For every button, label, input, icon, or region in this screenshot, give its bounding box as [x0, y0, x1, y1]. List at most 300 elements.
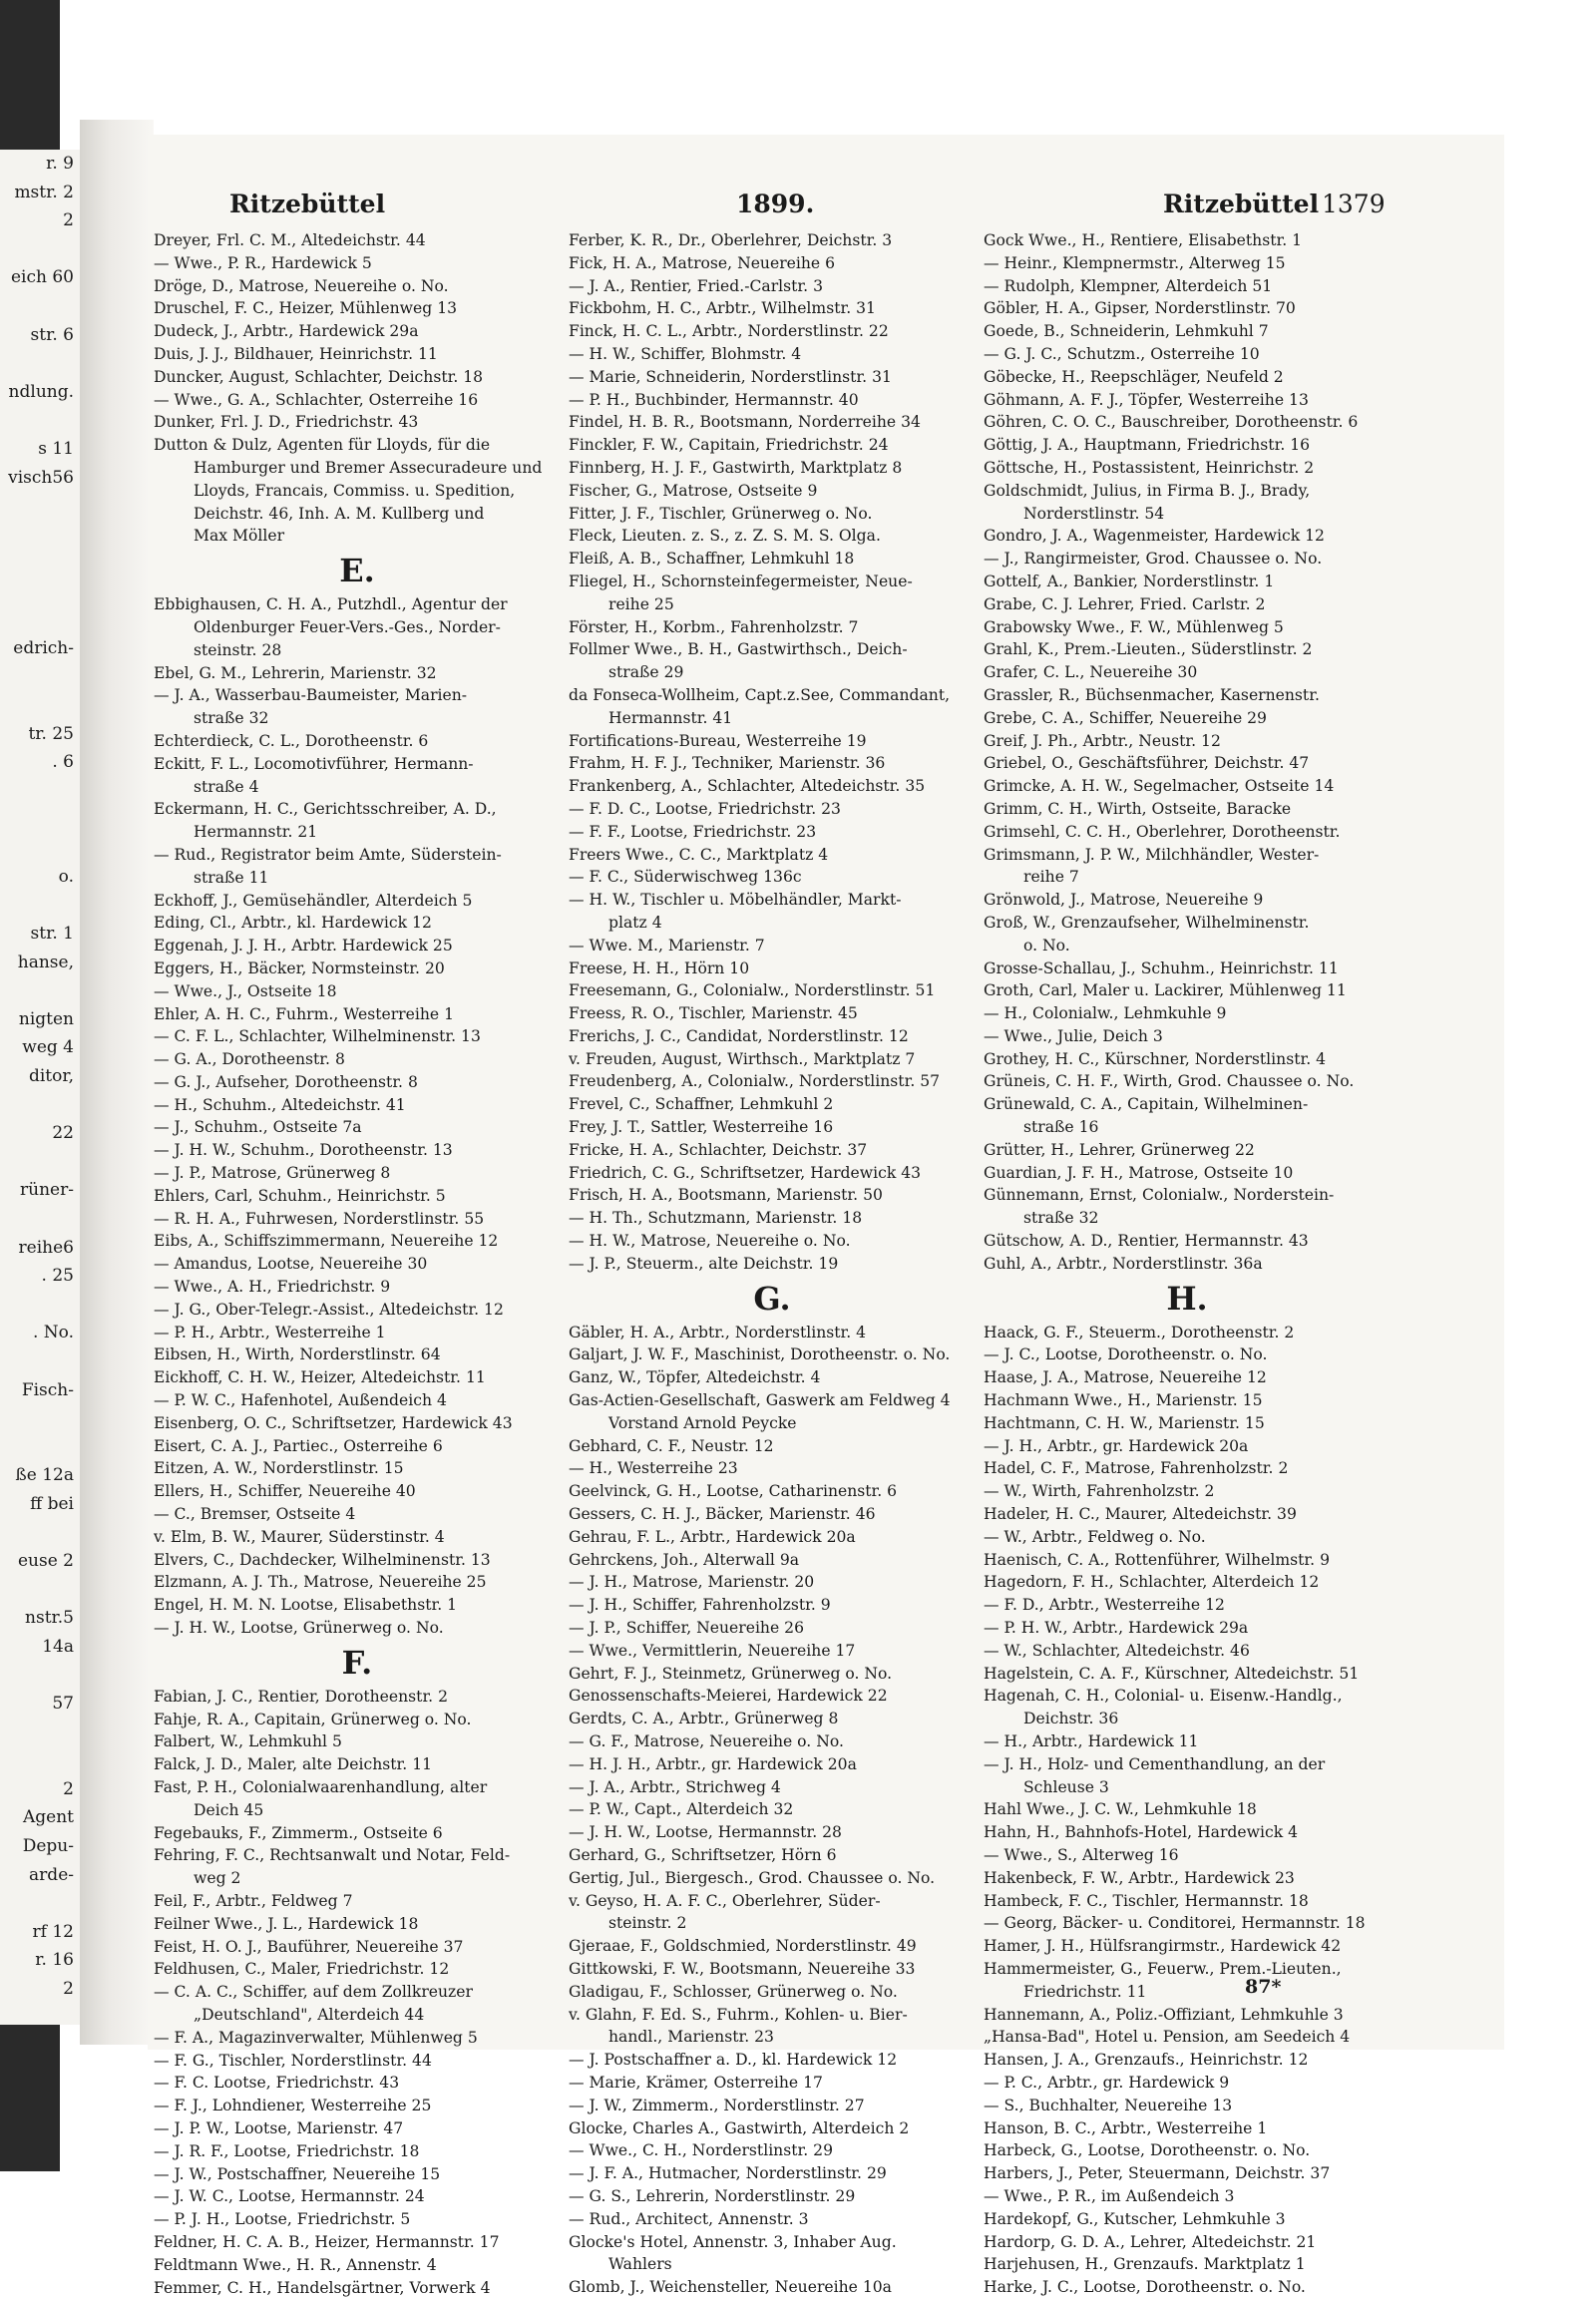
- directory-entry: straße 16: [1023, 1118, 1099, 1137]
- directory-entry: — J. H. W., Schuhm., Dorotheenstr. 13: [154, 1141, 453, 1160]
- facing-page-text: [0, 1148, 80, 1177]
- directory-entry: — J. A., Wasserbau-Baumeister, Marien-: [154, 686, 468, 705]
- directory-entry: — C., Bremser, Ostseite 4: [154, 1505, 356, 1524]
- directory-entry: — Wwe., Julie, Deich 3: [984, 1026, 1163, 1045]
- directory-entry: — C. F. L., Schlachter, Wilhelminenstr. 13: [154, 1027, 481, 1046]
- directory-entry: Findel, H. B. R., Bootsmann, Norderreihe 34: [569, 413, 921, 432]
- directory-entry: Dröge, D., Matrose, Neuereihe o. No.: [154, 276, 449, 295]
- directory-entry: — H., Arbtr., Hardewick 11: [984, 1732, 1199, 1750]
- directory-entry: Ebbighausen, C. H. A., Putzhdl., Agentur der: [154, 595, 508, 614]
- directory-entry: Grabe, C. J. Lehrer, Fried. Carlstr. 2: [984, 594, 1266, 613]
- directory-entry: Gehrt, F. J., Steinmetz, Grünerweg o. No.: [569, 1664, 893, 1683]
- directory-entry: Feldtmann Wwe., H. R., Annenstr. 4: [154, 2255, 437, 2274]
- directory-entry: — P. H., Arbtr., Westerreihe 1: [154, 1323, 386, 1341]
- directory-entry: Greif, J. Ph., Arbtr., Neustr. 12: [984, 731, 1221, 750]
- facing-page-text: str. 6: [30, 324, 74, 345]
- directory-entry: Dutton & Dulz, Agenten für Lloyds, für die: [154, 436, 491, 455]
- facing-page-text: [0, 1889, 80, 1918]
- directory-entry: Falck, J. D., Maler, alte Deichstr. 11: [154, 1755, 433, 1774]
- directory-entry: Feil, F., Arbtr., Feldweg 7: [154, 1891, 353, 1910]
- directory-entry: Schleuse 3: [1023, 1777, 1109, 1796]
- facing-page-text: [0, 1661, 80, 1690]
- directory-entry: Glocke, Charles A., Gastwirth, Alterdeich 2: [569, 2118, 910, 2137]
- directory-entry: — Wwe., G. A., Schlachter, Osterreihe 16: [154, 390, 479, 409]
- directory-entry: — J. H., Schiffer, Fahrenholzstr. 9: [569, 1596, 831, 1615]
- directory-entry: Eisert, C. A. J., Partiec., Osterreihe 6: [154, 1436, 443, 1455]
- facing-page-text: [0, 1291, 80, 1320]
- directory-entry: Haase, J. A., Matrose, Neuereihe 12: [984, 1368, 1267, 1387]
- directory-entry: Fischer, G., Matrose, Ostseite 9: [569, 481, 818, 500]
- directory-entry: — J. A., Rentier, Fried.-Carlstr. 3: [569, 276, 823, 295]
- directory-entry: reihe 7: [1023, 868, 1079, 887]
- facing-page-text: [0, 1091, 80, 1120]
- directory-entry: Finnberg, H. J. F., Gastwirth, Marktplatz 8: [569, 458, 903, 477]
- directory-entry: Gäbler, H. A., Arbtr., Norderstlinstr. 4: [569, 1323, 867, 1341]
- facing-page-text: Fisch-: [21, 1379, 74, 1400]
- directory-entry: Lloyds, Francais, Commiss. u. Spedition,: [194, 481, 516, 500]
- directory-entry: straße 32: [194, 709, 269, 728]
- directory-entry: Grabowsky Wwe., F. W., Mühlenweg 5: [984, 617, 1284, 636]
- directory-entry: Glomb, J., Weichensteller, Neuereihe 10a: [569, 2278, 892, 2297]
- facing-page-text: [0, 1746, 80, 1775]
- directory-entry: Goede, B., Schneiderin, Lehmkuhl 7: [984, 322, 1269, 341]
- directory-entry: straße 32: [1023, 1209, 1099, 1228]
- directory-entry: Gottelf, A., Bankier, Norderstlinstr. 1: [984, 572, 1275, 590]
- directory-entry: Wahlers: [608, 2255, 672, 2274]
- directory-entry: Ellers, H., Schiffer, Neuereihe 40: [154, 1482, 416, 1501]
- directory-entry: Genossenschafts-Meierei, Hardewick 22: [569, 1687, 888, 1706]
- directory-entry: — J. W., Postschaffner, Neuereihe 15: [154, 2164, 441, 2183]
- directory-entry: Griebel, O., Geschäftsführer, Deichstr. 47: [984, 754, 1310, 773]
- directory-entry: — J. H., Arbtr., gr. Hardewick 20a: [984, 1436, 1249, 1455]
- directory-entry: Freesemann, G., Colonialw., Norderstlinstr. 51: [569, 981, 936, 1000]
- facing-page-text: ff bei: [30, 1493, 74, 1514]
- directory-entry: Falbert, W., Lehmkuhl 5: [154, 1732, 342, 1751]
- facing-page-text: rüner-: [20, 1180, 74, 1201]
- directory-entry: straße 4: [194, 777, 259, 796]
- directory-entry: Eckitt, F. L., Locomotivführer, Hermann-: [154, 754, 474, 773]
- directory-entry: Dunker, Frl. J. D., Friedrichstr. 43: [154, 413, 419, 432]
- directory-entry: Hahn, H., Bahnhofs-Hotel, Hardewick 4: [984, 1823, 1299, 1842]
- directory-entry: Echterdieck, C. L., Dorotheenstr. 6: [154, 731, 429, 750]
- directory-entry: — H., Westerreihe 23: [569, 1459, 738, 1478]
- facing-page-text: [0, 492, 80, 521]
- facing-page-text: ditor,: [28, 1066, 74, 1086]
- facing-page-text: rf 12: [32, 1921, 74, 1942]
- directory-entry: „Hansa-Bad", Hotel u. Pension, am Seedeich 4: [984, 2028, 1351, 2047]
- directory-entry: v. Freuden, August, Wirthsch., Marktplatz 7: [569, 1049, 916, 1068]
- directory-entry: Hagelstein, C. A. F., Kürschner, Altedeichstr. 51: [984, 1664, 1360, 1683]
- directory-entry: Dudeck, J., Arbtr., Hardewick 29a: [154, 322, 419, 341]
- directory-entry: Göbler, H. A., Gipser, Norderstlinstr. 70: [984, 299, 1296, 318]
- directory-entry: Hanson, B. C., Arbtr., Westerreihe 1: [984, 2118, 1268, 2137]
- directory-entry: Fricke, H. A., Schlachter, Deichstr. 37: [569, 1140, 868, 1159]
- directory-entry: Hamer, J. H., Hülfsrangirmstr., Hardewick 42: [984, 1937, 1342, 1956]
- facing-page-text: weg 4: [22, 1037, 74, 1058]
- directory-entry: Grassler, R., Büchsenmacher, Kasernenstr.: [984, 685, 1320, 704]
- directory-entry: Ebel, G. M., Lehrerin, Marienstr. 32: [154, 663, 437, 682]
- directory-entry: Fahje, R. A., Capitain, Grünerweg o. No.: [154, 1710, 472, 1728]
- directory-entry: — F. G., Tischler, Norderstlinstr. 44: [154, 2051, 432, 2070]
- directory-entry: Frerichs, J. C., Candidat, Norderstlinstr. 12: [569, 1026, 909, 1045]
- directory-entry: — Wwe. M., Marienstr. 7: [569, 936, 765, 955]
- directory-entry: — F. D. C., Lootse, Friedrichstr. 23: [569, 799, 841, 818]
- facing-page-fragment: [0, 150, 80, 2025]
- directory-entry: Eickhoff, C. H. W., Heizer, Altedeichstr. 11: [154, 1368, 486, 1387]
- directory-entry: — G. F., Matrose, Neuereihe o. No.: [569, 1732, 844, 1750]
- directory-entry: Günnemann, Ernst, Colonialw., Norderstein-: [984, 1186, 1335, 1205]
- directory-entry: Finckler, F. W., Capitain, Friedrichstr. 24: [569, 436, 889, 455]
- facing-page-text: 22: [52, 1123, 74, 1144]
- directory-entry: Gondro, J. A., Wagenmeister, Hardewick 12: [984, 527, 1325, 546]
- directory-entry: Harbers, J., Peter, Steuermann, Deichstr. 37: [984, 2164, 1331, 2183]
- directory-entry: Ehlers, Carl, Schuhm., Heinrichstr. 5: [154, 1186, 446, 1205]
- facing-page-text: [0, 663, 80, 692]
- directory-entry: — G. A., Dorotheenstr. 8: [154, 1050, 345, 1069]
- directory-entry: Harbeck, G., Lootse, Dorotheenstr. o. No.: [984, 2141, 1311, 2160]
- directory-entry: „Deutschland", Alterdeich 44: [194, 2005, 425, 2024]
- facing-page-text: [0, 806, 80, 835]
- running-head-right: Ritzebüttel: [1163, 190, 1320, 218]
- directory-entry: Max Möller: [194, 527, 285, 546]
- directory-entry: Grebe, C. A., Schiffer, Neuereihe 29: [984, 708, 1267, 727]
- directory-entry: Gehrau, F. L., Arbtr., Hardewick 20a: [569, 1527, 856, 1546]
- directory-entry: handl., Marienstr. 23: [608, 2028, 774, 2047]
- directory-entry: — P. H. W., Arbtr., Hardewick 29a: [984, 1619, 1249, 1638]
- directory-entry: — J. F. A., Hutmacher, Norderstlinstr. 29: [569, 2164, 887, 2183]
- directory-entry: — Rud., Registrator beim Amte, Süderstein-: [154, 845, 502, 864]
- directory-entry: Hahl Wwe., J. C. W., Lehmkuhle 18: [984, 1800, 1257, 1819]
- column-1: [154, 229, 561, 2299]
- directory-entry: Fliegel, H., Schornsteinfegermeister, Neue-: [569, 572, 913, 590]
- directory-entry: Fleck, Lieuten. z. S., z. Z. S. M. S. Olga.: [569, 527, 881, 546]
- directory-entry: reihe 25: [608, 594, 674, 613]
- directory-entry: Grimsmann, J. P. W., Milchhändler, Wester-: [984, 845, 1320, 864]
- directory-entry: Dreyer, Frl. C. M., Altedeichstr. 44: [154, 231, 426, 249]
- directory-entry: — P. C., Arbtr., gr. Hardewick 9: [984, 2073, 1230, 2092]
- facing-page-text: tr. 25: [28, 723, 74, 744]
- directory-entry: Deichstr. 46, Inh. A. M. Kullberg und: [194, 504, 485, 523]
- facing-page-text: [0, 1347, 80, 1376]
- directory-entry: — Wwe., J., Ostseite 18: [154, 981, 337, 1000]
- directory-entry: Eisenberg, O. C., Schriftsetzer, Hardewick 43: [154, 1413, 513, 1432]
- directory-entry: — Georg, Bäcker- u. Conditorei, Hermannstr. 18: [984, 1914, 1366, 1933]
- directory-entry: Göhren, C. O. C., Bauschreiber, Dorotheenstr. 6: [984, 413, 1359, 432]
- directory-entry: da Fonseca-Wollheim, Capt.z.See, Commandant,: [569, 685, 951, 704]
- directory-entry: Grimcke, A. H. W., Segelmacher, Ostseite 14: [984, 777, 1335, 796]
- facing-page-text: . 25: [41, 1266, 74, 1287]
- directory-entry: — G. S., Lehrerin, Norderstlinstr. 29: [569, 2186, 856, 2205]
- column-3: [984, 229, 1391, 2299]
- directory-entry: Glocke's Hotel, Annenstr. 3, Inhaber Aug.: [569, 2232, 897, 2251]
- directory-entry: Göbecke, H., Reepschläger, Neufeld 2: [984, 367, 1284, 386]
- directory-entry: Hammermeister, G., Feuerw., Prem.-Lieuten.,: [984, 1959, 1342, 1978]
- directory-entry: — F. D., Arbtr., Westerreihe 12: [984, 1596, 1225, 1615]
- directory-entry: Hachtmann, C. H. W., Marienstr. 15: [984, 1413, 1265, 1432]
- facing-page-text: str. 1: [30, 924, 74, 945]
- facing-page-text: 2: [63, 1778, 74, 1799]
- facing-page-text: ße 12a: [15, 1465, 74, 1486]
- directory-entry: Fortifications-Bureau, Westerreihe 19: [569, 731, 867, 750]
- directory-entry: — H. J. H., Arbtr., gr. Hardewick 20a: [569, 1754, 857, 1773]
- directory-entry: — J. A., Arbtr., Strichweg 4: [569, 1777, 781, 1796]
- section-letter: G.: [753, 1279, 791, 1318]
- directory-entry: Fehring, F. C., Rechtsanwalt und Notar, Feld-: [154, 1846, 511, 1865]
- directory-entry: — W., Arbtr., Feldweg o. No.: [984, 1527, 1206, 1546]
- facing-page-text: 2: [63, 210, 74, 231]
- directory-entry: Friedrich, C. G., Schriftsetzer, Hardewick 43: [569, 1163, 922, 1182]
- directory-entry: Eggenah, J. J. H., Arbtr. Hardewick 25: [154, 937, 453, 956]
- directory-entry: Deichstr. 36: [1023, 1710, 1119, 1728]
- facing-page-text: [0, 349, 80, 378]
- directory-entry: Elvers, C., Dachdecker, Wilhelminenstr. 13: [154, 1550, 491, 1569]
- directory-entry: Guhl, A., Arbtr., Norderstlinstr. 36a: [984, 1254, 1263, 1273]
- facing-page-text: arde-: [29, 1864, 74, 1885]
- directory-entry: — H., Schuhm., Altedeichstr. 41: [154, 1095, 406, 1114]
- directory-entry: Freese, H. H., Hörn 10: [569, 958, 750, 977]
- directory-entry: Ferber, K. R., Dr., Oberlehrer, Deichstr. 3: [569, 231, 893, 249]
- facing-page-text: . 6: [52, 752, 74, 773]
- facing-page-text: [0, 891, 80, 920]
- directory-entry: — P. W., Capt., Alterdeich 32: [569, 1800, 794, 1819]
- facing-page-text: [0, 1433, 80, 1462]
- section-letter: H.: [1166, 1279, 1208, 1318]
- directory-entry: — J. H. W., Lootse, Hermannstr. 28: [569, 1823, 842, 1842]
- directory-entry: Duncker, August, Schlachter, Deichstr. 18: [154, 367, 484, 386]
- directory-entry: — Amandus, Lootse, Neuereihe 30: [154, 1255, 428, 1274]
- directory-entry: Fickbohm, H. C., Arbtr., Wilhelmstr. 31: [569, 299, 876, 318]
- directory-entry: Druschel, F. C., Heizer, Mühlenweg 13: [154, 299, 458, 318]
- directory-entry: Hagedorn, F. H., Schlachter, Alterdeich 12: [984, 1573, 1320, 1592]
- directory-entry: — G. J., Aufseher, Dorotheenstr. 8: [154, 1072, 418, 1091]
- directory-entry: Friedrichstr. 11: [1023, 1982, 1147, 2001]
- directory-entry: Eibsen, H., Wirth, Norderstlinstr. 64: [154, 1345, 441, 1364]
- facing-page-text: mstr. 2: [14, 182, 74, 202]
- directory-entry: Grafer, C. L., Neuereihe 30: [984, 663, 1198, 682]
- directory-entry: Grosse-Schallau, J., Schuhm., Heinrichstr. 11: [984, 958, 1339, 977]
- signature-mark: 87*: [1245, 1976, 1282, 1998]
- directory-entry: — J. Postschaffner a. D., kl. Hardewick 12: [569, 2051, 898, 2070]
- directory-entry: Fitter, J. F., Tischler, Grünerweg o. No.: [569, 504, 873, 523]
- directory-entry: — H. W., Schiffer, Blohmstr. 4: [569, 344, 802, 363]
- directory-entry: Engel, H. M. N. Lootse, Elisabethstr. 1: [154, 1596, 458, 1615]
- directory-entry: — Wwe., Vermittlerin, Neuereihe 17: [569, 1641, 856, 1660]
- directory-entry: Hansen, J. A., Grenzaufs., Heinrichstr. 12: [984, 2051, 1309, 2070]
- facing-page-text: edrich-: [13, 638, 74, 659]
- directory-entry: Grünewald, C. A., Capitain, Wilhelminen-: [984, 1095, 1309, 1114]
- facing-page-text: 14a: [42, 1636, 74, 1657]
- directory-entry: — Wwe., C. H., Norderstlinstr. 29: [569, 2141, 833, 2160]
- facing-page-text: 57: [52, 1694, 74, 1715]
- directory-entry: Fleiß, A. B., Schaffner, Lehmkuhl 18: [569, 550, 855, 569]
- directory-entry: Feist, H. O. J., Bauführer, Neuereihe 37: [154, 1937, 464, 1956]
- section-letter: E.: [339, 552, 375, 590]
- directory-entry: Förster, H., Korbm., Fahrenholzstr. 7: [569, 617, 859, 636]
- directory-entry: — G. J. C., Schutzm., Osterreihe 10: [984, 344, 1260, 363]
- facing-page-text: s 11: [38, 438, 74, 459]
- directory-entry: — S., Buchhalter, Neuereihe 13: [984, 2096, 1233, 2114]
- facing-page-text: r. 9: [46, 154, 74, 174]
- page-year: 1899.: [736, 190, 815, 218]
- directory-entry: — J. W., Zimmerm., Norderstlinstr. 27: [569, 2096, 865, 2114]
- directory-entry: weg 2: [194, 1869, 241, 1888]
- directory-entry: Gessers, C. H. J., Bäcker, Marienstr. 46: [569, 1505, 876, 1524]
- directory-entry: Frey, J. T., Sattler, Westerreihe 16: [569, 1118, 834, 1137]
- directory-entry: Goldschmidt, Julius, in Firma B. J., Brady,: [984, 481, 1311, 500]
- directory-entry: Eggers, H., Bäcker, Normsteinstr. 20: [154, 958, 445, 977]
- directory-entry: Groß, W., Grenzaufseher, Wilhelminenstr.: [984, 913, 1310, 932]
- directory-entry: Frankenberg, A., Schlachter, Altedeichstr. 35: [569, 777, 926, 796]
- facing-page-text: Depu-: [22, 1836, 74, 1857]
- directory-entry: Fegebauks, F., Zimmerm., Ostseite 6: [154, 1823, 443, 1842]
- facing-page-text: . No.: [32, 1323, 74, 1343]
- directory-entry: Grimm, C. H., Wirth, Ostseite, Baracke: [984, 799, 1292, 818]
- directory-entry: — J. P., Schiffer, Neuereihe 26: [569, 1619, 804, 1638]
- directory-entry: Grimsehl, C. C. H., Oberlehrer, Dorotheenstr.: [984, 822, 1341, 841]
- facing-page-text: o.: [58, 866, 74, 887]
- directory-entry: — H. W., Matrose, Neuereihe o. No.: [569, 1232, 851, 1251]
- directory-entry: — J. P., Steuerm., alte Deichstr. 19: [569, 1254, 839, 1273]
- directory-entry: — Rud., Architect, Annenstr. 3: [569, 2209, 809, 2228]
- directory-entry: Freers Wwe., C. C., Marktplatz 4: [569, 845, 829, 864]
- directory-entry: Deich 45: [194, 1800, 264, 1819]
- directory-entry: steinstr. 2: [608, 1914, 687, 1933]
- facing-page-text: [0, 577, 80, 606]
- facing-page-text: [0, 521, 80, 550]
- directory-entry: — Wwe., P. R., Hardewick 5: [154, 253, 372, 272]
- facing-page-text: [0, 1576, 80, 1605]
- directory-entry: Hardorp, G. D. A., Lehrer, Altedeichstr. 21: [984, 2232, 1317, 2251]
- directory-entry: steinstr. 28: [194, 640, 282, 659]
- directory-entry: Grönwold, J., Matrose, Neuereihe 9: [984, 891, 1264, 910]
- directory-entry: — Wwe., P. R., im Außendeich 3: [984, 2186, 1235, 2205]
- facing-page-text: [0, 777, 80, 806]
- directory-entry: Hardekopf, G., Kutscher, Lehmkuhle 3: [984, 2209, 1286, 2228]
- facing-page-text: nigten: [18, 1008, 74, 1029]
- directory-entry: v. Geyso, H. A. F. C., Oberlehrer, Süder-: [569, 1891, 881, 1910]
- facing-page-text: eich 60: [10, 267, 74, 288]
- directory-entry: Gerdts, C. A., Arbtr., Grünerweg 8: [569, 1710, 839, 1728]
- facing-page-text: nstr.5: [25, 1608, 74, 1629]
- directory-entry: Harjehusen, H., Grenzaufs. Marktplatz 1: [984, 2255, 1306, 2274]
- directory-entry: Göttsche, H., Postassistent, Heinrichstr. 2: [984, 458, 1315, 477]
- directory-entry: Hambeck, F. C., Tischler, Hermannstr. 18: [984, 1891, 1309, 1910]
- directory-entry: Frahm, H. F. J., Techniker, Marienstr. 36: [569, 754, 886, 773]
- directory-entry: Hachmann Wwe., H., Marienstr. 15: [984, 1391, 1263, 1410]
- facing-page-text: [0, 1719, 80, 1747]
- section-letter: F.: [341, 1643, 373, 1682]
- directory-entry: Haenisch, C. A., Rottenführer, Wilhelmstr. 9: [984, 1550, 1331, 1569]
- facing-page-text: r. 16: [35, 1950, 74, 1971]
- directory-entry: Gehrckens, Joh., Alterwall 9a: [569, 1550, 800, 1569]
- directory-entry: Hadel, C. F., Matrose, Fahrenholzstr. 2: [984, 1459, 1289, 1478]
- directory-entry: Harke, J. C., Lootse, Dorotheenstr. o. No.: [984, 2278, 1306, 2297]
- directory-entry: — Wwe., S., Alterweg 16: [984, 1845, 1179, 1864]
- directory-entry: Fast, P. H., Colonialwaarenhandlung, alter: [154, 1778, 488, 1796]
- directory-page: [148, 135, 1504, 2297]
- facing-page-text: euse 2: [17, 1551, 74, 1572]
- directory-entry: — Marie, Krämer, Osterreihe 17: [569, 2073, 823, 2092]
- facing-page-text: [0, 235, 80, 264]
- facing-page-text: [0, 976, 80, 1005]
- directory-entry: Galjart, J. W. F., Maschinist, Dorotheenstr. o. No.: [569, 1345, 951, 1364]
- directory-entry: — J., Rangirmeister, Grod. Chaussee o. No.: [984, 550, 1323, 569]
- directory-entry: Feldhusen, C., Maler, Friedrichstr. 12: [154, 1960, 450, 1979]
- directory-entry: — F. A., Magazinverwalter, Mühlenweg 5: [154, 2028, 478, 2047]
- facing-page-text: [0, 1404, 80, 1433]
- directory-entry: Gjeraae, F., Goldschmied, Norderstlinstr. 49: [569, 1937, 917, 1956]
- directory-entry: o. No.: [1023, 936, 1070, 955]
- page-header: [148, 190, 1504, 229]
- directory-entry: — J. G., Ober-Telegr.-Assist., Altedeichstr. 12: [154, 1300, 504, 1319]
- directory-entry: Freudenberg, A., Colonialw., Norderstlinstr. 57: [569, 1072, 941, 1091]
- directory-entry: Finck, H. C. L., Arbtr., Norderstlinstr. 22: [569, 322, 889, 341]
- directory-entry: Grahl, K., Prem.-Lieuten., Süderstlinstr. 2: [984, 640, 1313, 659]
- directory-entry: straße 29: [608, 663, 684, 682]
- directory-entry: Elzmann, A. J. Th., Matrose, Neuereihe 25: [154, 1573, 487, 1592]
- directory-entry: — Heinr., Klempnermstr., Alterweg 15: [984, 253, 1286, 272]
- directory-entry: Guardian, J. F. H., Matrose, Ostseite 10: [984, 1163, 1294, 1182]
- facing-page-text: [0, 1519, 80, 1548]
- directory-entry: platz 4: [608, 913, 662, 932]
- directory-entry: Geelvinck, G. H., Lootse, Catharinenstr. 6: [569, 1482, 898, 1501]
- facing-page-text: reihe6: [18, 1237, 74, 1258]
- directory-entry: Frisch, H. A., Bootsmann, Marienstr. 50: [569, 1186, 883, 1205]
- directory-entry: — J. P., Matrose, Grünerweg 8: [154, 1164, 391, 1183]
- directory-entry: Göttig, J. A., Hauptmann, Friedrichstr. 16: [984, 436, 1311, 455]
- directory-entry: straße 11: [194, 868, 269, 887]
- directory-entry: Eibs, A., Schiffszimmermann, Neuereihe 12: [154, 1232, 499, 1251]
- directory-entry: — H. W., Tischler u. Möbelhändler, Markt-: [569, 891, 902, 910]
- directory-entry: Ganz, W., Töpfer, Altedeichstr. 4: [569, 1368, 821, 1387]
- directory-entry: Fick, H. A., Matrose, Neuereihe 6: [569, 253, 836, 272]
- directory-entry: Gerhard, G., Schriftsetzer, Hörn 6: [569, 1845, 837, 1864]
- directory-entry: Eckermann, H. C., Gerichtsschreiber, A. D.,: [154, 800, 497, 819]
- directory-entry: — Wwe., A. H., Friedrichstr. 9: [154, 1278, 391, 1297]
- directory-entry: Eckhoff, J., Gemüsehändler, Alterdeich 5: [154, 891, 473, 910]
- directory-entry: Groth, Carl, Maler u. Lackirer, Mühlenweg 11: [984, 981, 1347, 1000]
- facing-page-text: 2: [63, 1979, 74, 1999]
- facing-page-text: [0, 1205, 80, 1234]
- facing-page-text: [0, 549, 80, 577]
- directory-entry: Gebhard, C. F., Neustr. 12: [569, 1436, 774, 1455]
- directory-entry: v. Elm, B. W., Maurer, Süderstinstr. 4: [154, 1527, 445, 1546]
- directory-entry: — C. A. C., Schiffer, auf dem Zollkreuzer: [154, 1983, 473, 2002]
- facing-page-text: [0, 406, 80, 435]
- directory-entry: Hagenah, C. H., Colonial- u. Eisenw.-Handlg.,: [984, 1687, 1343, 1706]
- directory-entry: — F. C. Lootse, Friedrichstr. 43: [154, 2074, 400, 2093]
- facing-page-text: visch56: [8, 467, 74, 488]
- directory-entry: — W., Wirth, Fahrenholzstr. 2: [984, 1482, 1215, 1501]
- column-2: [569, 229, 976, 2299]
- directory-entry: — J. H., Holz- und Cementhandlung, an der: [984, 1754, 1326, 1773]
- directory-entry: Göhmann, A. F. J., Töpfer, Westerreihe 13: [984, 390, 1309, 409]
- directory-entry: — J., Schuhm., Ostseite 7a: [154, 1118, 362, 1137]
- directory-entry: Haack, G. F., Steuerm., Dorotheenstr. 2: [984, 1323, 1295, 1341]
- directory-entry: Hakenbeck, F. W., Arbtr., Hardewick 23: [984, 1868, 1295, 1887]
- directory-entry: Eding, Cl., Arbtr., kl. Hardewick 12: [154, 914, 432, 933]
- directory-entry: Grütter, H., Lehrer, Grünerweg 22: [984, 1140, 1255, 1159]
- directory-entry: Hamburger und Bremer Assecuradeure und: [194, 458, 543, 477]
- directory-entry: Hannemann, A., Poliz.-Offiziant, Lehmkuhle 3: [984, 2005, 1344, 2024]
- directory-entry: Gittkowski, F. W., Bootsmann, Neuereihe 33: [569, 1959, 916, 1978]
- directory-entry: Vorstand Arnold Peycke: [608, 1413, 797, 1432]
- facing-page-text: [0, 292, 80, 321]
- directory-entry: Hermannstr. 41: [608, 708, 733, 727]
- directory-entry: Duis, J. J., Bildhauer, Heinrichstr. 11: [154, 344, 438, 363]
- book-gutter: [80, 120, 154, 2045]
- facing-page-text: [0, 691, 80, 720]
